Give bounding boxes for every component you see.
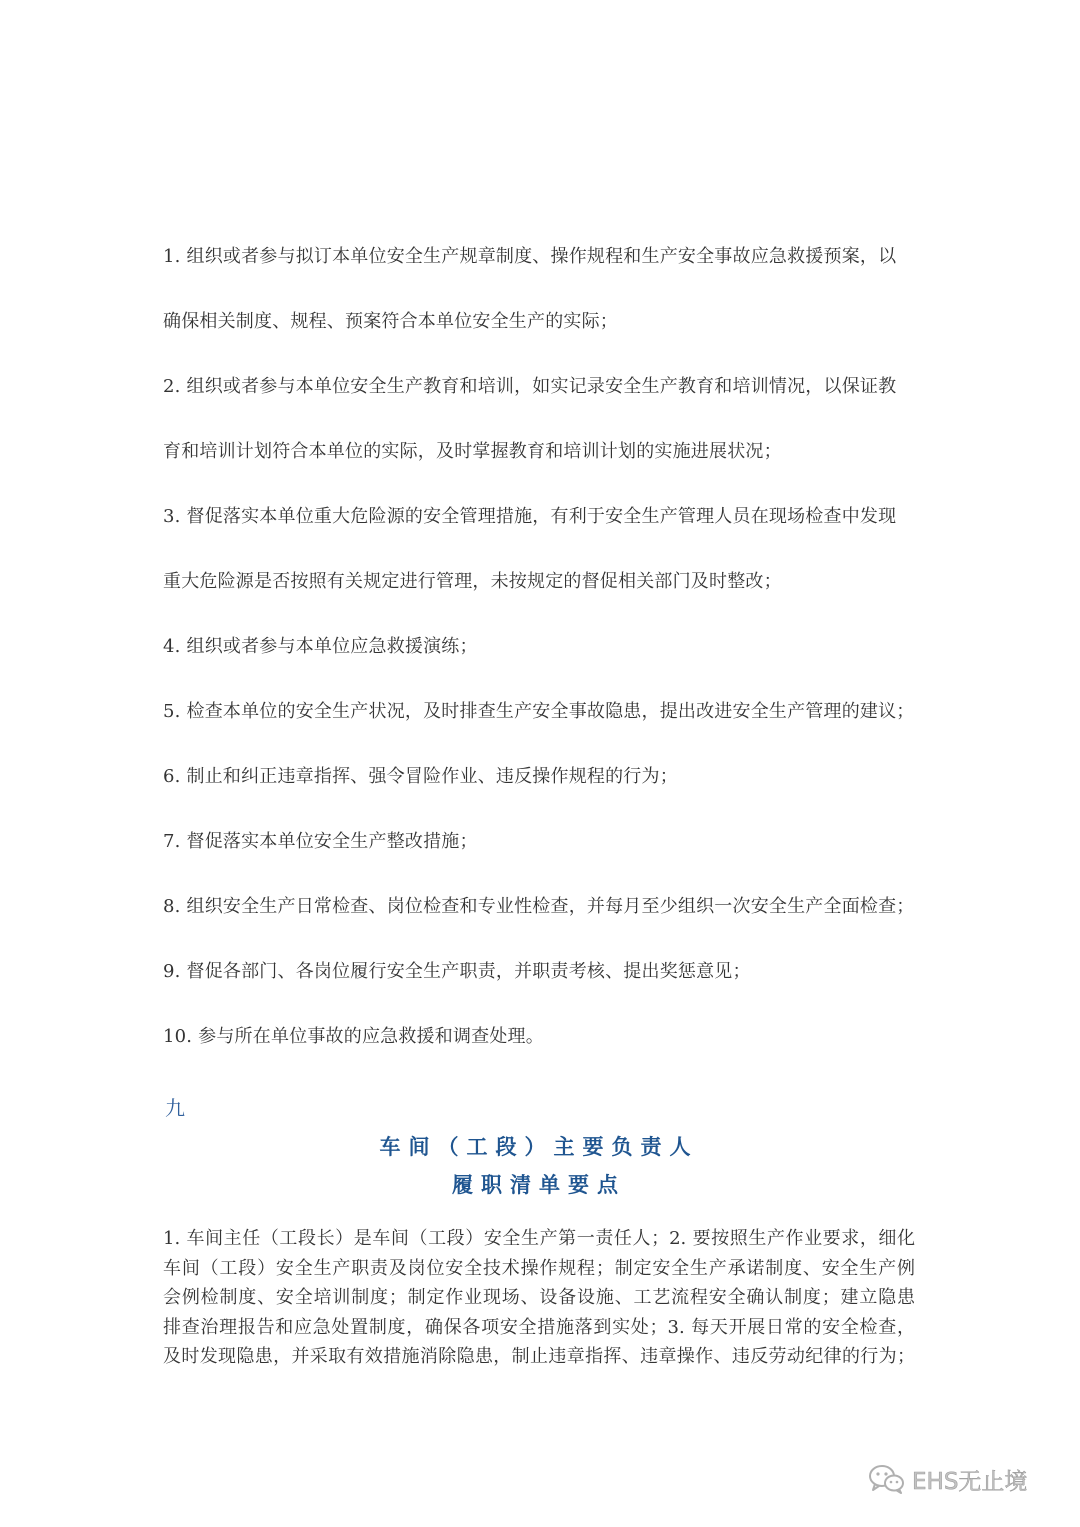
duty-item: 5. 检查本单位的安全生产状况，及时排查生产安全事故隐患，提出改进安全生产管理的建议； <box>163 701 915 722</box>
duty-list <box>163 224 923 1069</box>
section-number: 九 <box>165 1096 185 1120</box>
duty-item: 9. 督促各部门、各岗位履行安全生产职责，并职责考核、提出奖惩意见； <box>163 961 751 982</box>
section-title-line2: 履职清单要点 <box>452 1172 626 1197</box>
duty-item: 4. 组织或者参与本单位应急救援演练； <box>163 636 478 657</box>
duty-item: 7. 督促落实本单位安全生产整改措施； <box>163 831 478 852</box>
body-line: 会例检制度、安全培训制度；制定作业现场、设备设施、工艺流程安全确认制度；建立隐患 <box>163 1287 915 1308</box>
body-paragraph <box>163 1224 915 1372</box>
duty-item: 育和培训计划符合本单位的实际，及时掌握教育和培训计划的实施进展状况； <box>163 441 782 462</box>
duty-item: 8. 组织安全生产日常检查、岗位检查和专业性检查，并每月至少组织一次安全生产全面检查； <box>163 896 915 917</box>
duty-item: 3. 督促落实本单位重大危险源的安全管理措施，有利于安全生产管理人员在现场检查中发现 <box>163 506 897 527</box>
duty-item: 10. 参与所在单位事故的应急救援和调查处理。 <box>163 1026 544 1047</box>
body-line: 及时发现隐患，并采取有效措施消除隐患，制止违章指挥、违章操作、违反劳动纪律的行为； <box>163 1346 915 1367</box>
section-title <box>163 1128 915 1204</box>
watermark <box>868 1462 1027 1496</box>
duty-item: 6. 制止和纠正违章指挥、强令冒险作业、违反操作规程的行为； <box>163 766 678 787</box>
duty-item: 1. 组织或者参与拟订本单位安全生产规章制度、操作规程和生产安全事故应急救援预案，以 <box>163 246 897 267</box>
section-title-line1: 车间（工段）主要负责人 <box>379 1134 699 1159</box>
wechat-icon <box>868 1464 906 1494</box>
body-line: 排查治理报告和应急处置制度，确保各项安全措施落到实处；3. 每天开展日常的安全检查， <box>163 1316 915 1338</box>
duty-item: 确保相关制度、规程、预案符合本单位安全生产的实际； <box>163 311 618 332</box>
body-line: 车间（工段）安全生产职责及岗位安全技术操作规程；制定安全生产承诺制度、安全生产例 <box>163 1257 915 1279</box>
body-line: 1. 车间主任（工段长）是车间（工段）安全生产第一责任人；2. 要按照生产作业要求，细化 <box>163 1228 915 1249</box>
watermark-text: EHS无止境 <box>912 1468 1028 1495</box>
duty-item: 重大危险源是否按照有关规定进行管理，未按规定的督促相关部门及时整改； <box>163 571 782 592</box>
duty-item: 2. 组织或者参与本单位安全生产教育和培训，如实记录安全生产教育和培训情况，以保证教 <box>163 376 897 397</box>
